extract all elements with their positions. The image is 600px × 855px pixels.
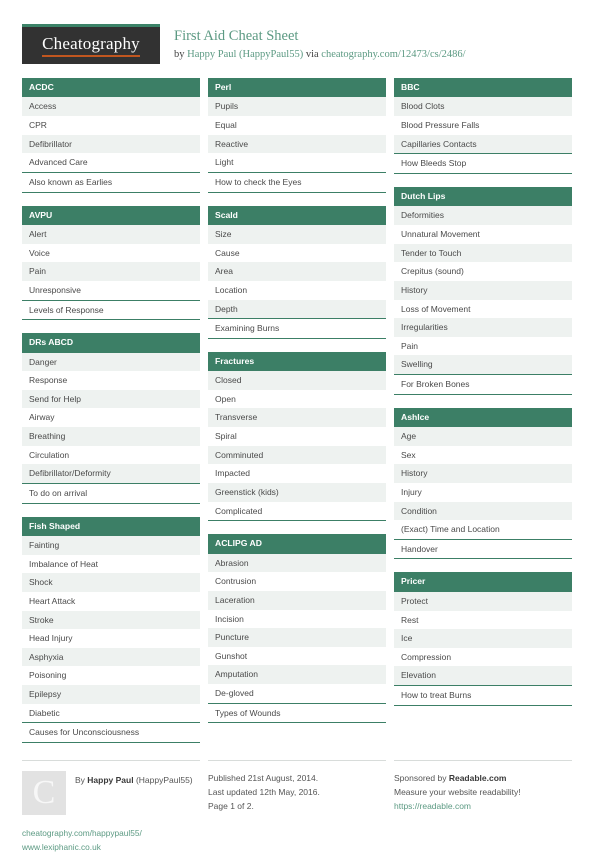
cheatsheet-column [22, 78, 200, 756]
table-row: Unnatural Movement [394, 225, 572, 244]
table-row: Pain [394, 337, 572, 356]
block-title: BBC [394, 78, 572, 97]
table-row: Contrusion [208, 572, 386, 591]
page-header [22, 0, 578, 66]
block-caption: How to treat Burns [394, 685, 572, 706]
block-title: Pricer [394, 572, 572, 591]
cheatsheet-block [208, 206, 386, 339]
table-row: Shock [22, 573, 200, 592]
sponsor-prefix: Sponsored by [394, 772, 449, 783]
table-row: Spiral [208, 427, 386, 446]
table-row: Cause [208, 244, 386, 263]
table-row: Sex [394, 446, 572, 465]
sponsor-link-wrap [394, 799, 572, 813]
byline-via: via [303, 48, 322, 60]
block-title: DRs ABCD [22, 333, 200, 352]
block-caption: For Broken Bones [394, 374, 572, 395]
block-title: AVPU [22, 206, 200, 225]
cheatsheet-block [394, 572, 572, 705]
block-title: Fish Shaped [22, 517, 200, 536]
footer-publish-column [208, 760, 386, 855]
table-row: Loss of Movement [394, 300, 572, 319]
table-row: Pupils [208, 97, 386, 116]
table-row: Comminuted [208, 446, 386, 465]
table-row: Blood Clots [394, 97, 572, 116]
cheatsheet-block [208, 78, 386, 193]
table-row: Blood Pressure Falls [394, 116, 572, 135]
sponsor-tagline: Measure your website readability! [394, 786, 521, 797]
table-row: Equal [208, 116, 386, 135]
table-row: Capillaries Contacts [394, 135, 572, 154]
footer-author-column [22, 760, 200, 855]
page-number: Page 1 of 2. [208, 800, 254, 811]
table-row: Location [208, 281, 386, 300]
table-row: Swelling [394, 355, 572, 374]
author-links [22, 826, 200, 855]
block-title: ACDC [22, 78, 200, 97]
updated-date: Last updated 12th May, 2016. [208, 786, 320, 797]
cheatsheet-block [394, 408, 572, 560]
block-rows [394, 427, 572, 539]
page-title: First Aid Cheat Sheet [174, 28, 299, 44]
table-row: Laceration [208, 591, 386, 610]
cheatsheet-block [394, 78, 572, 174]
cheatsheet-block [22, 517, 200, 743]
table-row: Compression [394, 648, 572, 667]
table-row: Send for Help [22, 390, 200, 409]
block-rows [394, 97, 572, 153]
table-row: Diabetic [22, 704, 200, 723]
source-url-link[interactable]: cheatography.com/12473/cs/2486/ [321, 48, 466, 60]
author-link[interactable]: Happy Paul (HappyPaul55) [187, 48, 304, 60]
block-rows [208, 371, 386, 521]
table-row: Area [208, 262, 386, 281]
table-row: Access [22, 97, 200, 116]
sponsor-line [394, 771, 572, 785]
table-row: Gunshot [208, 647, 386, 666]
table-row: Elevation [394, 666, 572, 685]
cheatsheet-block [208, 352, 386, 521]
block-title: Scald [208, 206, 386, 225]
cheatsheet-columns [22, 78, 578, 756]
table-row: Abrasion [208, 554, 386, 573]
table-row: Defibrillator [22, 135, 200, 154]
table-row: Voice [22, 244, 200, 263]
cheatsheet-block [22, 333, 200, 503]
table-row: Danger [22, 353, 200, 372]
table-row: Circulation [22, 446, 200, 465]
table-row: Ice [394, 629, 572, 648]
table-row: De-gloved [208, 684, 386, 703]
table-row: CPR [22, 116, 200, 135]
block-caption: Causes for Unconsciousness [22, 722, 200, 743]
block-rows [208, 554, 386, 703]
block-caption: How Bleeds Stop [394, 153, 572, 174]
sponsor-url-link[interactable]: https://readable.com [394, 800, 472, 811]
cheatsheet-block [208, 534, 386, 723]
author-line [22, 771, 200, 815]
block-rows [22, 225, 200, 300]
cheatography-logo[interactable] [22, 24, 160, 64]
table-row: Rest [394, 611, 572, 630]
block-rows [22, 97, 200, 172]
table-row: Light [208, 153, 386, 172]
table-row: Deformities [394, 206, 572, 225]
table-row: Size [208, 225, 386, 244]
page-footer [22, 760, 578, 855]
cheatsheet-block [22, 78, 200, 193]
table-row: Irregularities [394, 318, 572, 337]
table-row: Breathing [22, 427, 200, 446]
author-name: Happy Paul [87, 774, 134, 785]
author-credit [75, 771, 193, 787]
table-row: Open [208, 390, 386, 409]
table-row: Impacted [208, 464, 386, 483]
table-row: Depth [208, 300, 386, 319]
footer-sponsor-column [394, 760, 572, 855]
table-row: Incision [208, 610, 386, 629]
table-row: Closed [208, 371, 386, 390]
block-rows [208, 97, 386, 172]
table-row: Defibrillator/Deformity [22, 464, 200, 483]
title-block [174, 24, 466, 60]
cheatsheet-block [22, 206, 200, 321]
cheatsheet-column [208, 78, 386, 756]
avatar: C [22, 771, 66, 815]
table-row: Crepitus (sound) [394, 262, 572, 281]
block-title: Dutch Lips [394, 187, 572, 206]
table-row: Transverse [208, 408, 386, 427]
table-row: Reactive [208, 135, 386, 154]
table-row: Fainting [22, 536, 200, 555]
block-rows [22, 536, 200, 722]
table-row: Heart Attack [22, 592, 200, 611]
block-title: Fractures [208, 352, 386, 371]
table-row: Advanced Care [22, 153, 200, 172]
block-caption: To do on arrival [22, 483, 200, 504]
table-row: History [394, 464, 572, 483]
block-caption: Handover [394, 539, 572, 560]
table-row: Alert [22, 225, 200, 244]
table-row: Complicated [208, 502, 386, 521]
table-row: Epilepsy [22, 685, 200, 704]
logo-text: Cheatography [42, 34, 140, 57]
table-row: Response [22, 371, 200, 390]
table-row: Asphyxia [22, 648, 200, 667]
sponsor-name: Readable.com [448, 772, 507, 783]
block-caption: Examining Burns [208, 318, 386, 339]
block-rows [22, 353, 200, 483]
table-row: History [394, 281, 572, 300]
author-profile-link[interactable]: cheatography.com/happypaul55/ [22, 827, 142, 838]
block-title: Perl [208, 78, 386, 97]
author-website-link[interactable]: www.lexiphanic.co.uk [22, 842, 101, 853]
block-rows [394, 592, 572, 685]
table-row: Amputation [208, 665, 386, 684]
block-rows [208, 225, 386, 318]
block-caption: Types of Wounds [208, 703, 386, 724]
block-title: AshIce [394, 408, 572, 427]
table-row: Imbalance of Heat [22, 555, 200, 574]
published-date: Published 21st August, 2014. [208, 772, 319, 783]
table-row: Age [394, 427, 572, 446]
cheatsheet-block [394, 187, 572, 395]
table-row: Puncture [208, 628, 386, 647]
table-row: Poisoning [22, 666, 200, 685]
table-row: Injury [394, 483, 572, 502]
table-row: Pain [22, 262, 200, 281]
block-caption: Also known as Earlies [22, 172, 200, 193]
block-rows [394, 206, 572, 374]
table-row: (Exact) Time and Location [394, 520, 572, 539]
table-row: Stroke [22, 611, 200, 630]
table-row: Protect [394, 592, 572, 611]
byline [174, 49, 466, 60]
table-row: Tender to Touch [394, 244, 572, 263]
table-row: Condition [394, 502, 572, 521]
table-row: Head Injury [22, 629, 200, 648]
table-row: Unresponsive [22, 281, 200, 300]
block-caption: How to check the Eyes [208, 172, 386, 193]
table-row: Greenstick (kids) [208, 483, 386, 502]
byline-prefix: by [174, 48, 188, 60]
by-label: By [75, 774, 88, 785]
cheatsheet-column [394, 78, 572, 756]
block-title: ACLIPG AD [208, 534, 386, 553]
block-caption: Levels of Response [22, 300, 200, 321]
table-row: Airway [22, 408, 200, 427]
author-handle: (HappyPaul55) [133, 774, 193, 785]
